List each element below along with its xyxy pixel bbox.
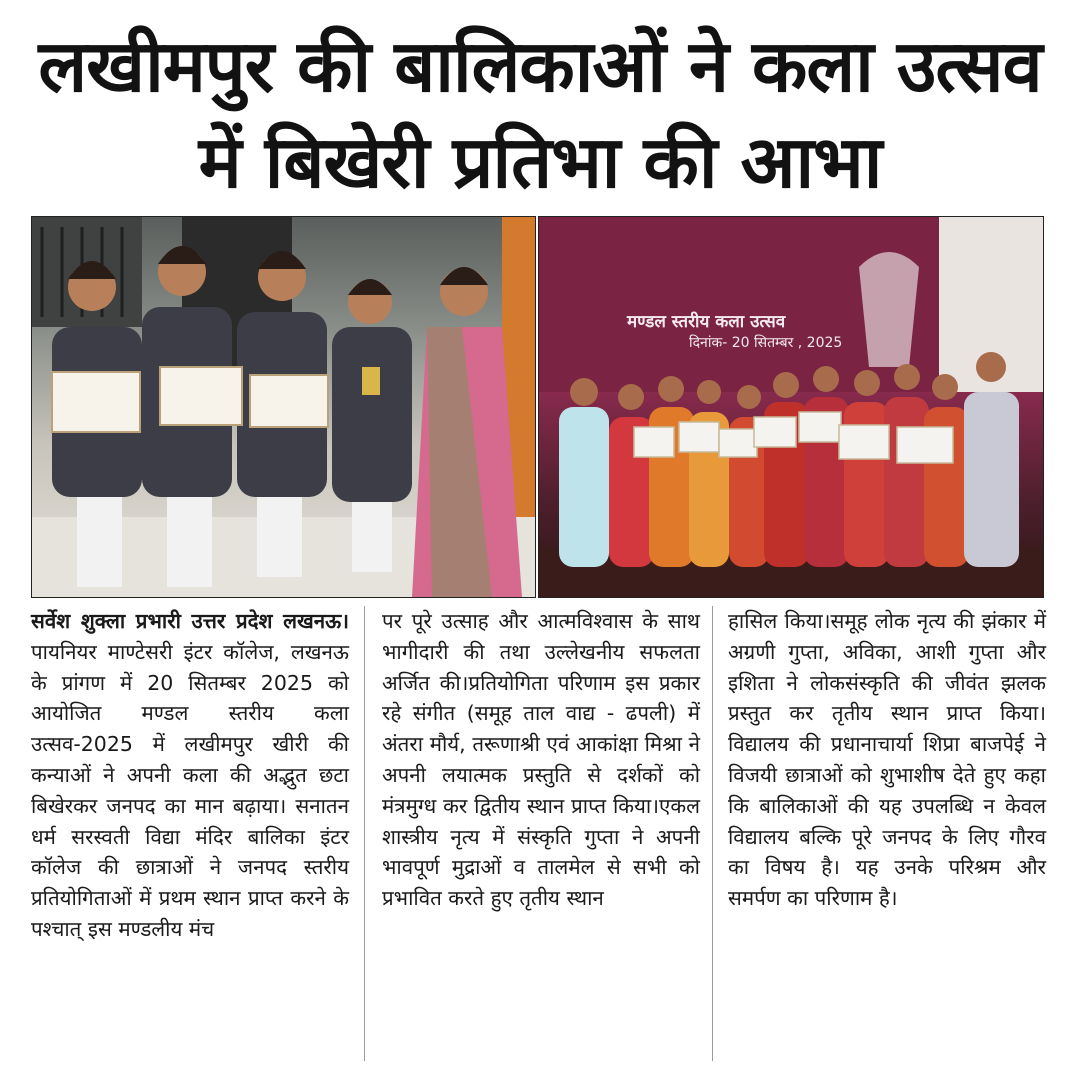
headline-line-2: में बिखेरी प्रतिभा की आभा [198,120,882,204]
article-column-1 [31,606,349,945]
photo-students-certificates [31,216,536,598]
article-column-1-text: पायनियर माण्टेसरी इंटर कॉलेज, लखनऊ के प्रांगण में 20 सितम्बर 2025 को आयोजित मण्डल स्तरीय कला उत्सव-2025 में लखीमपुर खीरी की कन्याओं ने अपनी कला की अद्भुत छटा बिखेरकर जनपद का मान बढ़ाया। सनातन धर्म सरस्वती विद्या मंदिर बालिका इंटर कॉलेज की छात्राओं ने जनपद स्तरीय प्रतियोगिताओं में प्रथम स्थान प्राप्त करने के पश्चात् इस मण्डलीय मंच [31,639,349,941]
article-body [0,606,1080,1066]
article-byline: सर्वेश शुक्ला प्रभारी उत्तर प्रदेश लखनऊ। [31,609,349,633]
stage-banner-date: दिनांक- 20 सितम्बर , 2025 [689,335,843,351]
headline-line-1: लखीमपुर की बालिकाओं ने कला उत्सव [38,24,1042,108]
headline [20,18,1060,210]
article-column-2: पर पूरे उत्साह और आत्मविश्वास के साथ भागीदारी की तथा उल्लेखनीय सफलता अर्जित की।प्रतियोगिता परिणाम इस प्रकार रहे संगीत (समूह ताल वाद्य - ढपली) में अंतरा मौर्य, तरूणाश्री एवं आकांक्षा मिश्रा ने अपनी लयात्मक प्रस्तुति से दर्शकों को मंत्रमुग्ध कर द्वितीय स्थान प्राप्त किया।एकल शास्त्रीय नृत्य में संस्कृति गुप्ता ने अपनी भावपूर्ण मुद्राओं व तालमेल से सभी को प्रभावित करते हुए तृतीय स्थान [382,609,700,911]
photo-stage-illustration [539,217,1043,597]
article-column-3: हासिल किया।समूह लोक नृत्य की झंकार में अग्रणी गुप्ता, अविका, आशी गुप्ता और इशिता ने लोकसंस्कृति की जीवंत झलक प्रस्तुत कर तृतीय स्थान प्राप्त किया।विद्यालय की प्रधानाचार्या शिप्रा बाजपेई ने विजयी छात्राओं को शुभाशीष देते हुए कहा कि बालिकाओं की यह उपलब्धि न केवल विद्यालय बल्कि पूरे जनपद के लिए गौरव का विषय है। यह उनके परिश्रम और समर्पण का परिणाम है। [728,609,1046,911]
photo-stage-group [538,216,1044,598]
photo-students-illustration [32,217,535,597]
stage-banner-title: मण्डल स्तरीय कला उत्सव [627,312,786,332]
